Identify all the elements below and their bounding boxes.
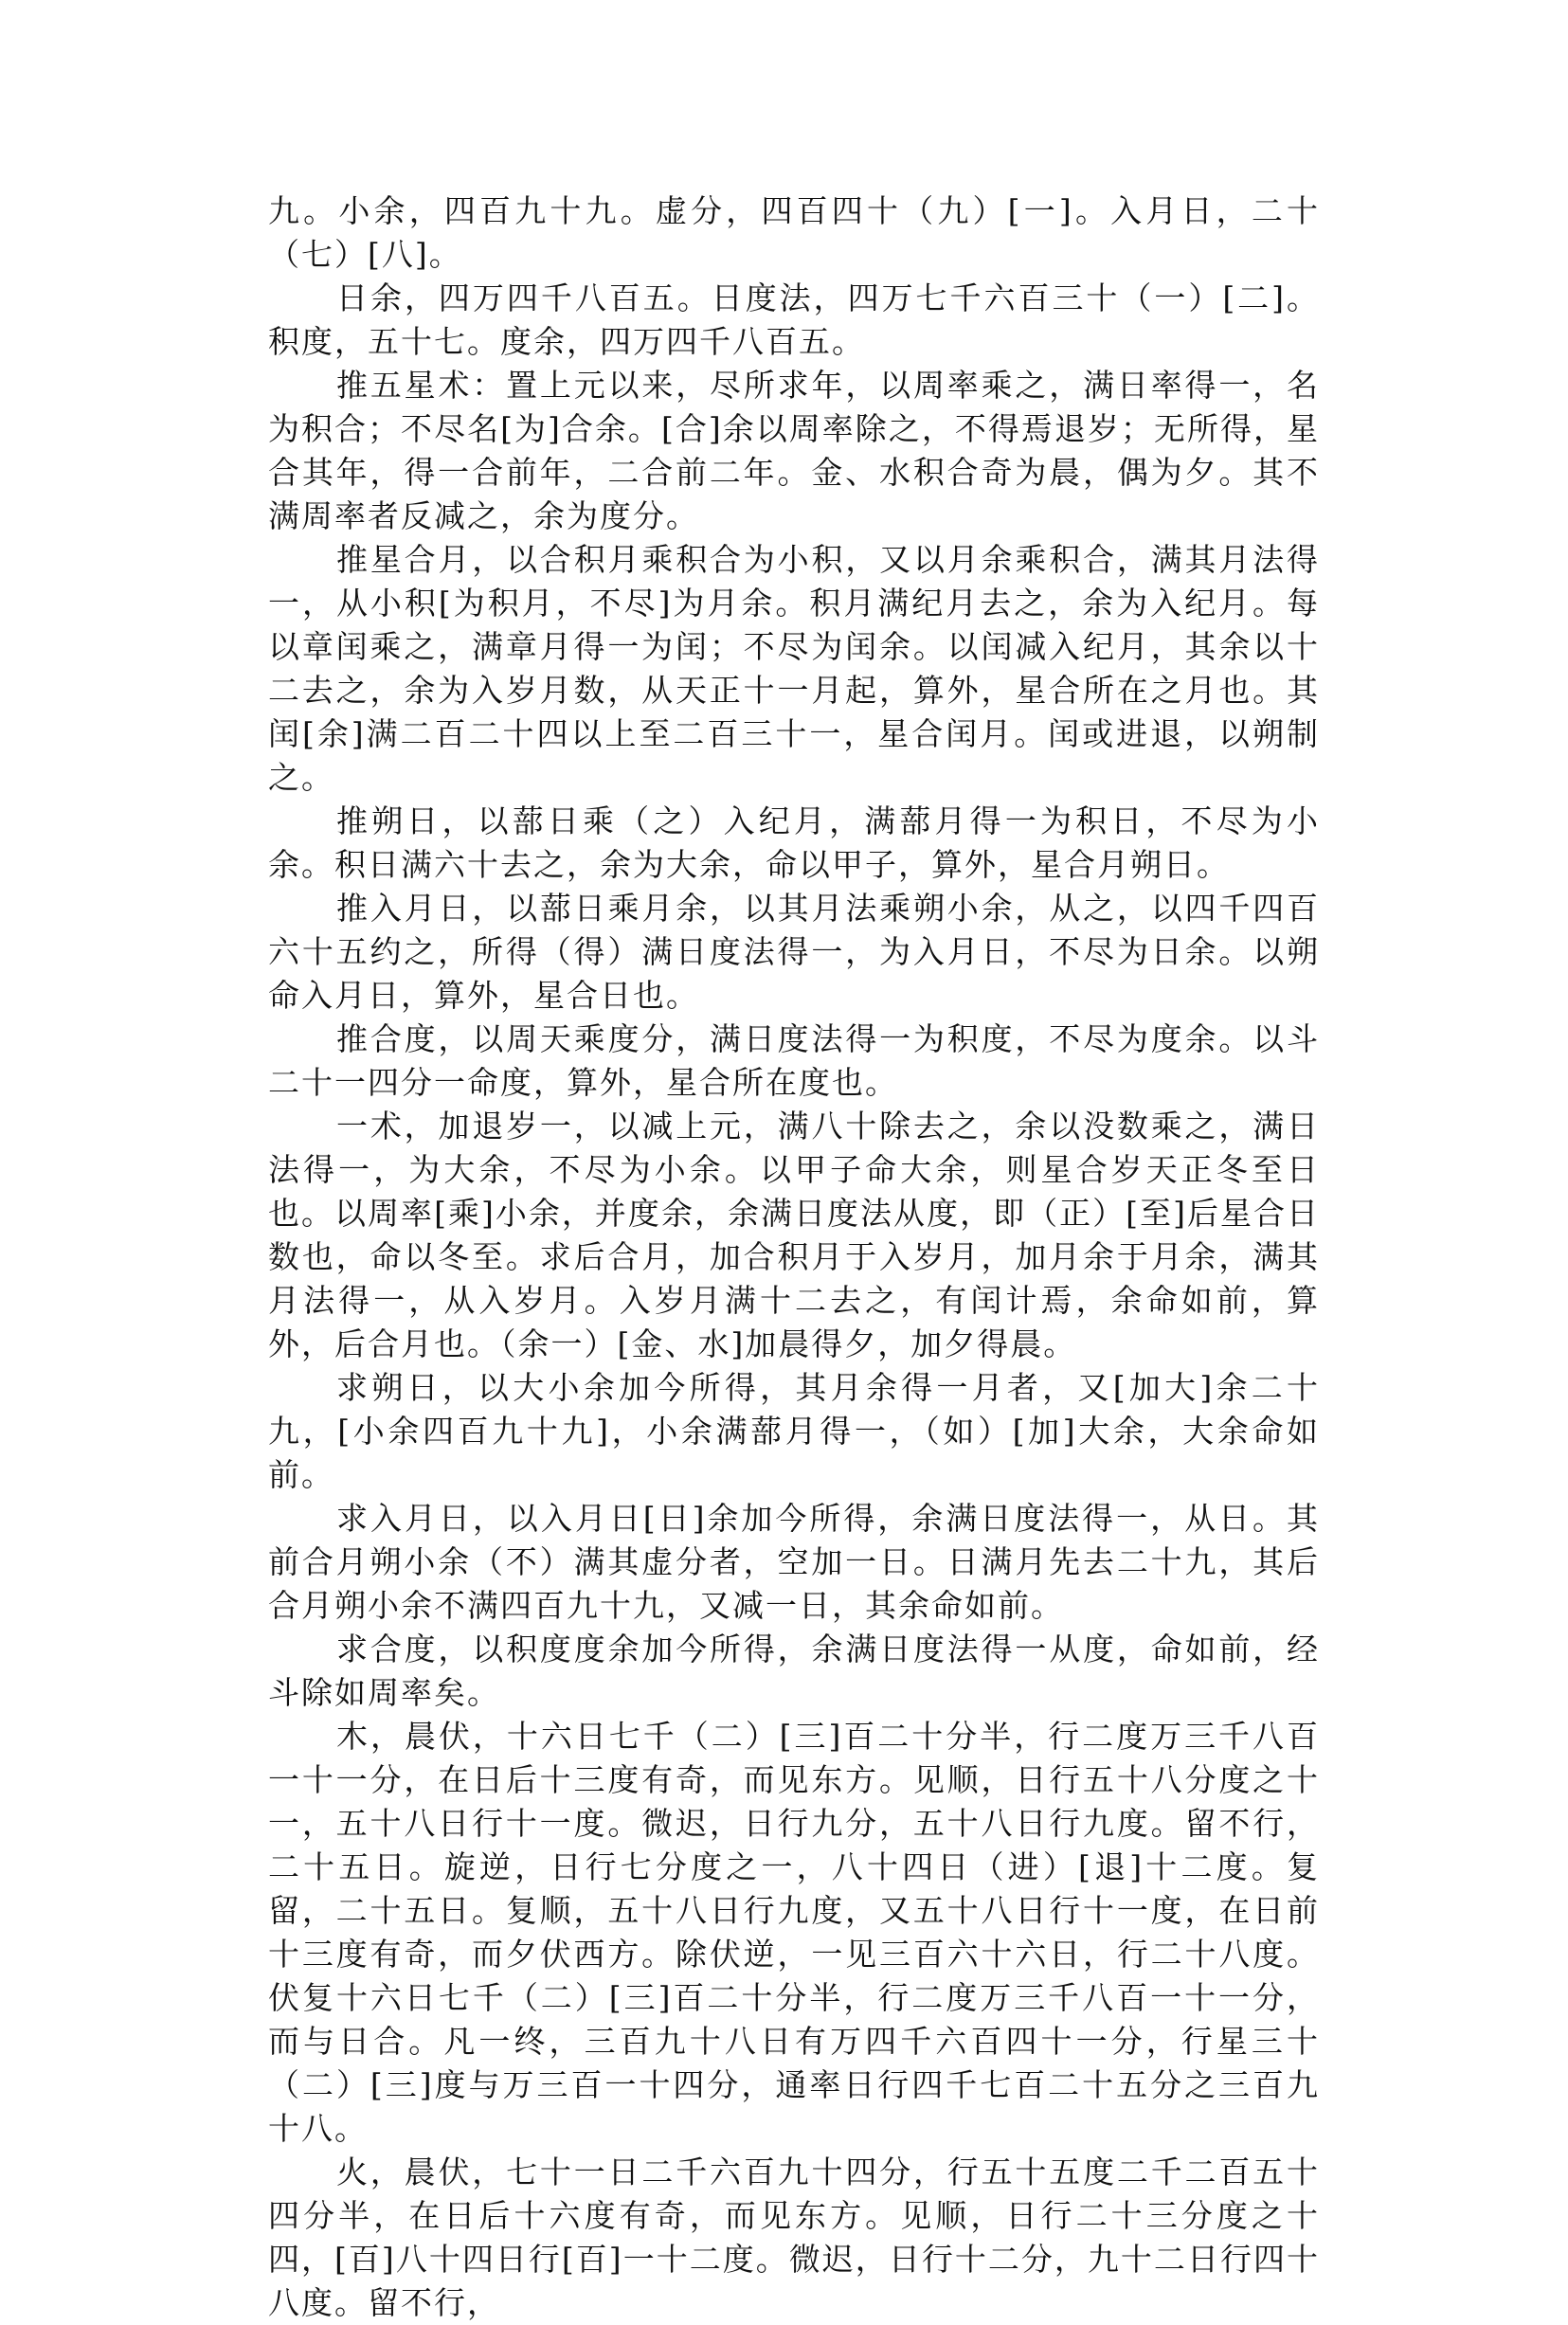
paragraph-11-find-degree: 求合度，以积度度余加今所得，余满日度法得一从度，命如前，经斗除如周率矣。	[268, 1631, 1320, 1711]
paragraph-9-find-new-moon: 求朔日，以大小余加今所得，其月余得一月者，又[加大]余二十九，[小余四百九十九]，小余满蔀月得一，（如）[加]大余，大余命如前。	[268, 1369, 1320, 1493]
paragraph-6-day-in-month: 推入月日，以蔀日乘月余，以其月法乘朔小余，从之，以四千四百六十五约之，所得（得）满日度法得一，为入月日，不尽为日余。以朔命入月日，算外，星合日也。	[268, 890, 1320, 1014]
paragraph-12-jupiter: 木，晨伏，十六日七千（二）[三]百二十分半，行二度万三千八百一十一分，在日后十三度有奇，而见东方。见顺，日行五十八分度之十一，五十八日行十一度。微迟，日行九分，五十八日行九度。留不行，二十五日。旋逆，日行七分度之一，八十四日（进）[退]十二度。复留，二十五日。复顺，五十八日行九度，又五十八日行十一度，在日前十三度有奇，而夕伏西方。除伏逆，一见三百六十六日，行二十八度。伏复十六日七千（二）[三]百二十分半，行二度万三千八百一十一分，而与日合。凡一终，三百九十八日有万四千六百四十一分，行星三十（二）[三]度与万三百一十四分，通率日行四千七百二十五分之三百九十八。	[268, 1718, 1320, 2147]
paragraph-3-five-planets-method: 推五星术：置上元以来，尽所求年，以周率乘之，满日率得一，名为积合；不尽名[为]合余。[合]余以周率除之，不得焉退岁；无所得，星合其年，得一合前年，二合前二年。金、水积合奇为晨，偶为夕。其不满周率者反减之，余为度分。	[268, 367, 1320, 534]
paragraph-5-new-moon-day: 推朔日，以蔀日乘（之）入纪月，满蔀月得一为积日，不尽为小余。积日满六十去之，余为大余，命以甲子，算外，星合月朔日。	[268, 802, 1320, 883]
document-page	[268, 189, 1320, 2325]
paragraph-1-continuation: 九。小余，四百九十九。虚分，四百四十（九）[一]。入月日，二十（七）[八]。	[268, 192, 1320, 273]
paragraph-4-conjunction-month: 推星合月，以合积月乘积合为小积，又以月余乘积合，满其月法得一，从小积[为积月，不尽]为月余。积月满纪月去之，余为入纪月。每以章闰乘之，满章月得一为闰；不尽为闰余。以闰减入纪月，其余以十二去之，余为入岁月数，从天正十一月起，算外，星合所在之月也。其闰[余]满二百二十四以上至二百三十一，星合闰月。闰或进退，以朔制之。	[268, 541, 1320, 796]
paragraph-13-mars: 火，晨伏，七十一日二千六百九十四分，行五十五度二千二百五十四分半，在日后十六度有奇，而见东方。见顺，日行二十三分度之十四，[百]八十四日行[百]一十二度。微迟，日行十二分，九十二日行四十八度。留不行，	[268, 2154, 1320, 2321]
paragraph-8-alternative-method: 一术，加退岁一，以减上元，满八十除去之，余以没数乘之，满日法得一，为大余，不尽为小余。以甲子命大余，则星合岁天正冬至日也。以周率[乘]小余，并度余，余满日度法从度，即（正）[至]后星合日数也，命以冬至。求后合月，加合积月于入岁月，加月余于月余，满其月法得一，从入岁月。入岁月满十二去之，有闰计焉，余命如前，算外，后合月也。（余一）[金、水]加晨得夕，加夕得晨。	[268, 1108, 1320, 1362]
paragraph-2-day-remainder: 日余，四万四千八百五。日度法，四万七千六百三十（一）[二]。积度，五十七。度余，四万四千八百五。	[268, 279, 1320, 360]
paragraph-10-find-day-in-month: 求入月日，以入月日[日]余加今所得，余满日度法得一，从日。其前合月朔小余（不）满其虚分者，空加一日。日满月先去二十九，其后合月朔小余不满四百九十九，又减一日，其余命如前。	[268, 1500, 1320, 1624]
paragraph-7-conjunction-degree: 推合度，以周天乘度分，满日度法得一为积度，不尽为度余。以斗二十一四分一命度，算外，星合所在度也。	[268, 1020, 1320, 1101]
